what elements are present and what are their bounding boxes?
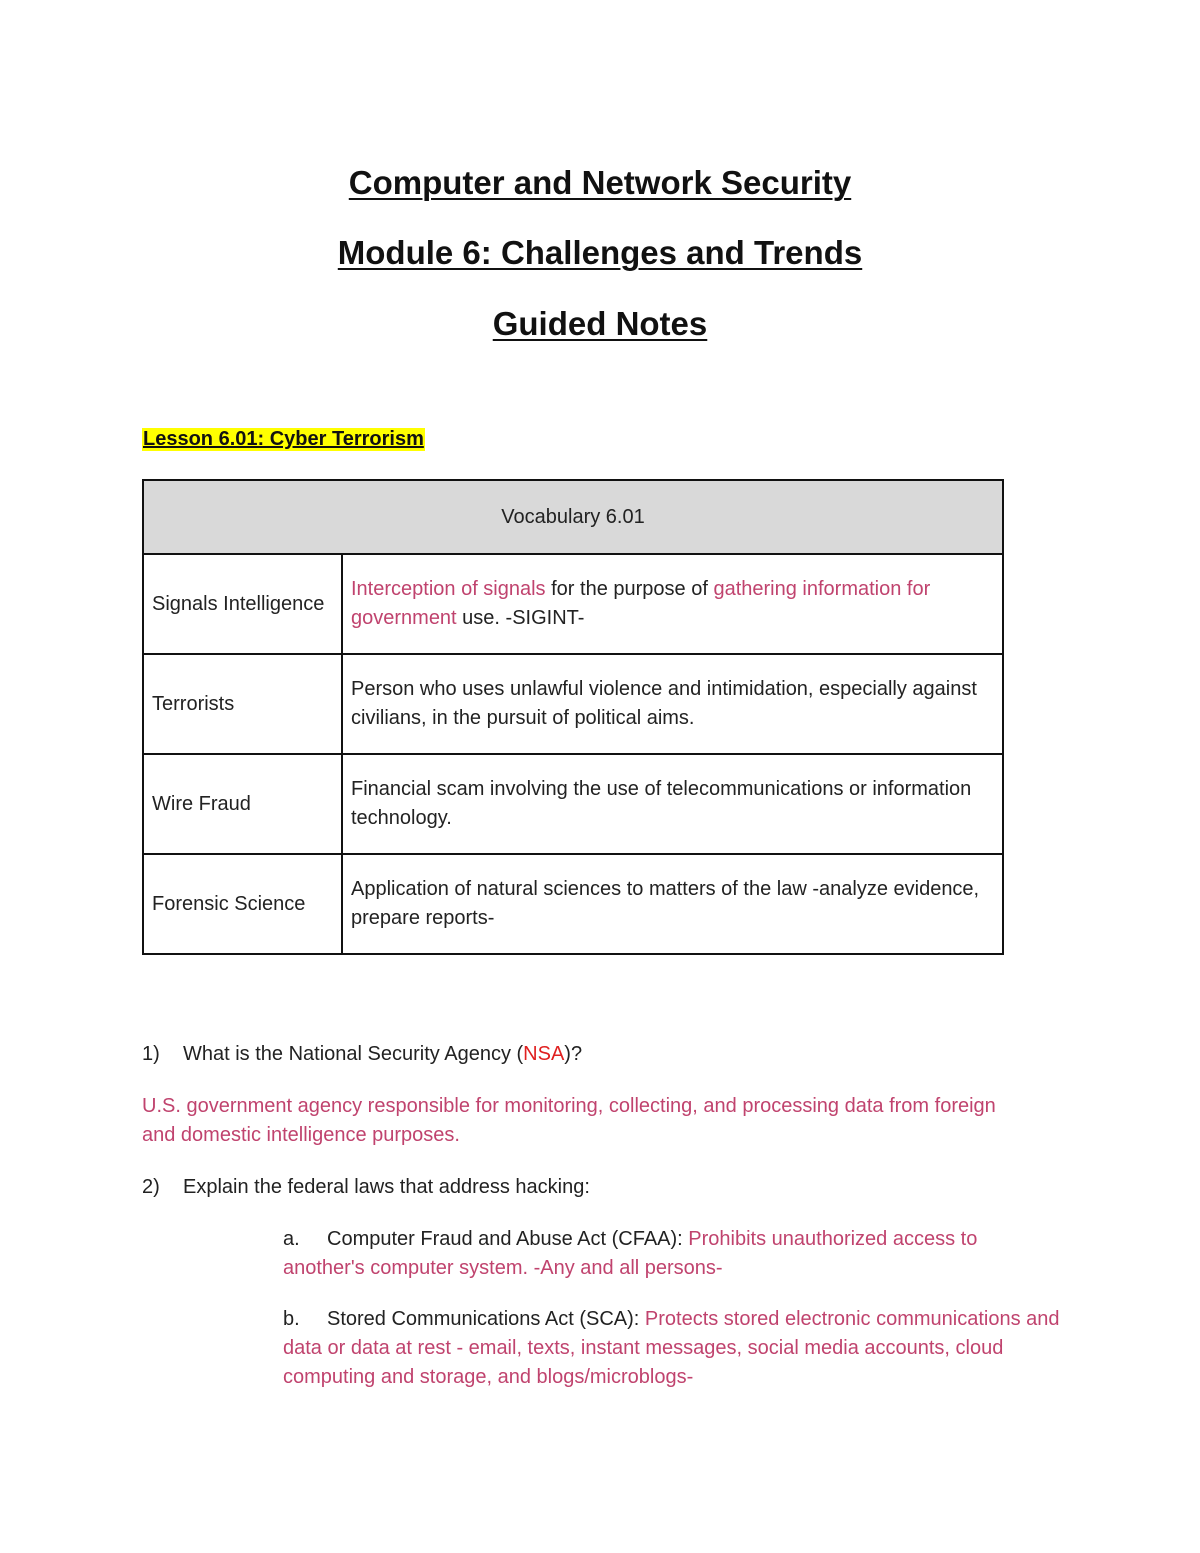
law-item-sca xyxy=(283,1305,1063,1392)
definition-forensic-science: Application of natural sciences to matters of the law -analyze evidence, prepare reports- xyxy=(342,854,1003,954)
law-answer: Protects stored electronic communications and data or data at rest - email, texts, instant messages, social media accounts, cloud computing and storage, and blogs/microblogs- xyxy=(283,1308,1060,1388)
table-row xyxy=(143,754,1003,854)
definition-part: gathering information for government xyxy=(351,578,931,629)
question-number: 2) xyxy=(142,1176,160,1198)
item-label: b. xyxy=(283,1308,300,1330)
vocabulary-table xyxy=(142,479,1004,955)
question-text-end: )? xyxy=(564,1043,583,1065)
law-name: Computer Fraud and Abuse Act (CFAA): xyxy=(327,1228,689,1250)
definition-part: use. -SIGINT- xyxy=(456,607,585,629)
answer-1: U.S. government agency responsible for monitoring, collecting, and processing data from foreign and domestic intelligence purposes. xyxy=(142,1095,996,1146)
vocabulary-header: Vocabulary 6.01 xyxy=(143,480,1003,554)
definition-part: Interception of signals xyxy=(351,578,546,600)
term-signals-intelligence: Signals Intelligence xyxy=(143,554,342,654)
definition-signals-intelligence xyxy=(342,554,1003,654)
question-number: 1) xyxy=(142,1043,160,1065)
table-row xyxy=(143,554,1003,654)
law-name: Stored Communications Act (SCA): xyxy=(327,1308,645,1330)
law-answer: Prohibits unauthorized access to another's computer system. -Any and all persons- xyxy=(283,1228,978,1279)
module-title: Module 6: Challenges and Trends xyxy=(337,234,863,271)
table-row xyxy=(143,654,1003,754)
definition-part: for the purpose of xyxy=(545,578,714,600)
item-label: a. xyxy=(283,1228,300,1250)
definition-terrorists: Person who uses unlawful violence and intimidation, especially against civilians, in the pursuit of political aims. xyxy=(342,654,1003,754)
term-forensic-science: Forensic Science xyxy=(143,854,342,954)
question-2 xyxy=(142,1173,590,1202)
lesson-heading: Lesson 6.01: Cyber Terrorism xyxy=(143,428,424,450)
definition-wire-fraud: Financial scam involving the use of telecommunications or information technology. xyxy=(342,754,1003,854)
question-text: What is the National Security Agency ( xyxy=(183,1043,524,1065)
nsa-highlight: NSA xyxy=(523,1043,565,1065)
question-1 xyxy=(142,1040,582,1069)
course-title: Computer and Network Security xyxy=(348,164,852,201)
table-row xyxy=(143,854,1003,954)
term-terrorists: Terrorists xyxy=(143,654,342,754)
term-wire-fraud: Wire Fraud xyxy=(143,754,342,854)
law-item-cfaa xyxy=(283,1225,1063,1283)
question-text: Explain the federal laws that address hacking: xyxy=(183,1176,590,1198)
guided-notes-title: Guided Notes xyxy=(492,305,708,342)
